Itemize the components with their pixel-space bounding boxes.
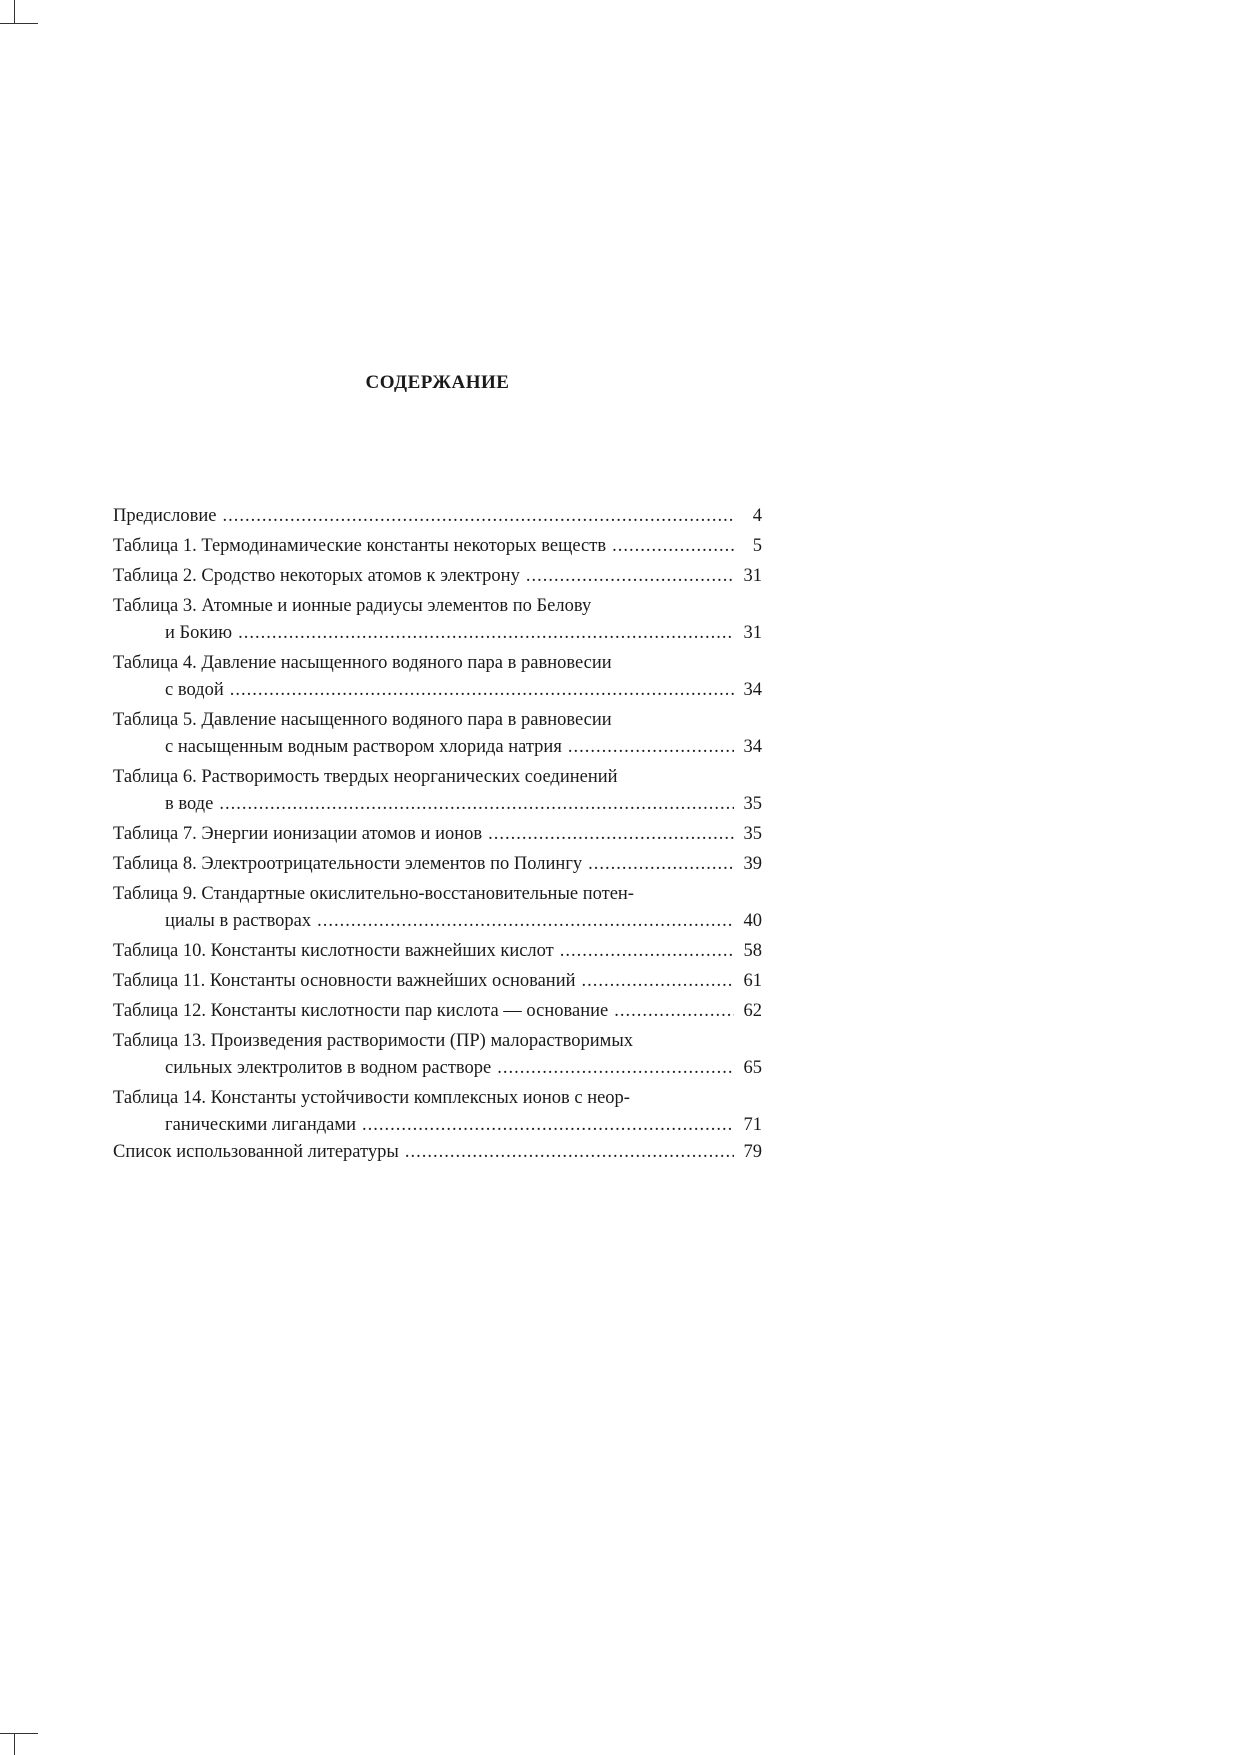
toc-entry-text: Таблица 11. Константы основности важнейших оснований bbox=[113, 971, 576, 991]
toc-entry bbox=[113, 1085, 762, 1139]
toc-page-number: 35 bbox=[743, 824, 762, 844]
toc-entry-text: Таблица 13. Произведения растворимости (ПР) малорастворимых bbox=[113, 1031, 634, 1051]
toc-entry bbox=[113, 533, 762, 560]
toc-entry bbox=[113, 998, 762, 1025]
toc-entry-text: Таблица 1. Термодинамические константы некоторых веществ bbox=[113, 536, 607, 556]
toc-entry-line bbox=[113, 533, 762, 560]
toc-entry-text: Таблица 8. Электроотрицательности элементов по Полингу bbox=[113, 854, 583, 874]
toc-entry bbox=[113, 764, 762, 818]
toc-page-number: 79 bbox=[743, 1142, 762, 1162]
dot-leader bbox=[568, 734, 734, 761]
toc-entry bbox=[113, 851, 762, 878]
toc-entry bbox=[113, 503, 762, 530]
dot-leader bbox=[588, 851, 734, 878]
toc-page-number: 31 bbox=[743, 566, 762, 586]
toc-entry-line bbox=[113, 1139, 762, 1166]
toc-page-number: 4 bbox=[752, 506, 762, 526]
toc-entry-line bbox=[113, 620, 762, 647]
toc-entry bbox=[113, 707, 762, 761]
dot-leader bbox=[219, 791, 734, 818]
dot-leader bbox=[526, 563, 734, 590]
dot-leader bbox=[582, 968, 734, 995]
toc-entry bbox=[113, 968, 762, 995]
toc-page-number: 5 bbox=[752, 536, 762, 556]
toc-entry-text: Таблица 6. Растворимость твердых неорганических соединений bbox=[113, 767, 618, 787]
toc-entry-text: и Бокию bbox=[165, 623, 233, 643]
toc-page-number: 34 bbox=[743, 680, 762, 700]
toc-entries bbox=[113, 503, 762, 1166]
toc-page-number: 35 bbox=[743, 794, 762, 814]
toc-entry-text: Таблица 2. Сродство некоторых атомов к электрону bbox=[113, 566, 520, 586]
crop-mark-bottom-left bbox=[0, 1733, 38, 1734]
toc-entry-text: с водой bbox=[165, 680, 224, 700]
crop-mark-bottom-left bbox=[14, 1733, 15, 1755]
toc-page-number: 39 bbox=[743, 854, 762, 874]
toc-page-number: 62 bbox=[743, 1001, 762, 1021]
dot-leader bbox=[238, 620, 734, 647]
toc-entry-text: Таблица 14. Константы устойчивости комплексных ионов с неор- bbox=[113, 1088, 630, 1108]
toc-entry-line bbox=[113, 938, 762, 965]
toc-entry-line bbox=[113, 821, 762, 848]
dot-leader bbox=[612, 533, 734, 560]
dot-leader bbox=[488, 821, 734, 848]
toc-entry-text: Таблица 5. Давление насыщенного водяного пара в равновесии bbox=[113, 710, 612, 730]
toc-entry-line bbox=[113, 791, 762, 818]
dot-leader bbox=[222, 503, 734, 530]
toc-entry-text: Предисловие bbox=[113, 506, 217, 526]
toc-entry-line bbox=[113, 677, 762, 704]
toc-entry-line bbox=[113, 851, 762, 878]
toc-entry-text: Таблица 3. Атомные и ионные радиусы элементов по Белову bbox=[113, 596, 592, 616]
toc-entry bbox=[113, 881, 762, 935]
dot-leader bbox=[497, 1055, 734, 1082]
toc-entry-text: ганическими лигандами bbox=[165, 1115, 356, 1135]
dot-leader bbox=[614, 998, 734, 1025]
toc-entry-line bbox=[113, 908, 762, 935]
toc-entry-line bbox=[113, 1112, 762, 1139]
toc-entry-text: Таблица 7. Энергии ионизации атомов и ионов bbox=[113, 824, 483, 844]
toc-page-number: 65 bbox=[743, 1058, 762, 1078]
toc-entry-text: Таблица 12. Константы кислотности пар кислота — основание bbox=[113, 1001, 609, 1021]
toc-entry bbox=[113, 650, 762, 704]
crop-mark-top-left bbox=[0, 23, 38, 24]
toc-page-number: 40 bbox=[743, 911, 762, 931]
toc-entry-text: циалы в растворах bbox=[165, 911, 312, 931]
table-of-contents bbox=[113, 372, 762, 1169]
toc-entry-line bbox=[113, 998, 762, 1025]
toc-page-number: 61 bbox=[743, 971, 762, 991]
toc-entry-text: Таблица 9. Стандартные окислительно-восстановительные потен- bbox=[113, 884, 634, 904]
dot-leader bbox=[317, 908, 734, 935]
toc-entry-line bbox=[113, 734, 762, 761]
dot-leader bbox=[230, 677, 734, 704]
toc-entry bbox=[113, 593, 762, 647]
toc-entry-line bbox=[113, 1055, 762, 1082]
toc-entry-text: Таблица 4. Давление насыщенного водяного пара в равновесии bbox=[113, 653, 612, 673]
toc-entry bbox=[113, 821, 762, 848]
toc-entry-text: сильных электролитов в водном растворе bbox=[165, 1058, 492, 1078]
toc-page-number: 71 bbox=[743, 1115, 762, 1135]
toc-entry-line bbox=[113, 968, 762, 995]
page-title: СОДЕРЖАНИЕ bbox=[365, 372, 510, 393]
dot-leader bbox=[560, 938, 734, 965]
toc-page-number: 34 bbox=[743, 737, 762, 757]
toc-entry-text: в воде bbox=[165, 794, 214, 814]
toc-entry-line bbox=[113, 563, 762, 590]
toc-entry bbox=[113, 1139, 762, 1166]
crop-mark-top-left bbox=[14, 0, 15, 24]
toc-entry bbox=[113, 1028, 762, 1082]
toc-page-number: 31 bbox=[743, 623, 762, 643]
dot-leader bbox=[405, 1139, 734, 1166]
toc-entry bbox=[113, 938, 762, 965]
toc-entry-text: Таблица 10. Константы кислотности важнейших кислот bbox=[113, 941, 554, 961]
toc-entry-text: с насыщенным водным раствором хлорида натрия bbox=[165, 737, 562, 757]
toc-entry-line bbox=[113, 503, 762, 530]
dot-leader bbox=[362, 1112, 734, 1139]
toc-page-number: 58 bbox=[743, 941, 762, 961]
toc-entry-text: Список использованной литературы bbox=[113, 1142, 399, 1162]
toc-entry bbox=[113, 563, 762, 590]
